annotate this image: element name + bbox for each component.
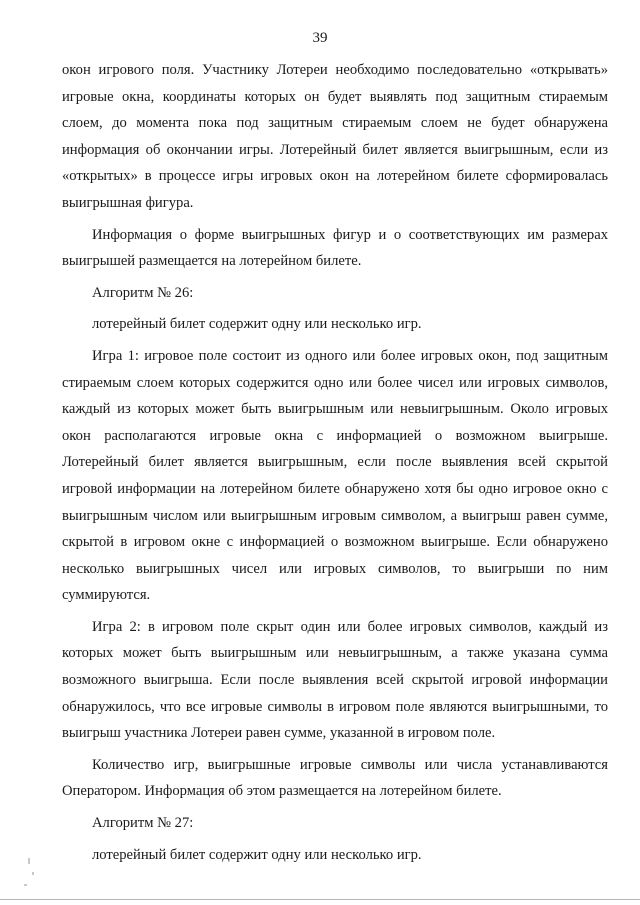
paragraph-game-2: Игра 2: в игровом поле скрыт один или более игровых символов, каждый из которых может быть выигрышным или невыигрышным, а также указана сумма возможного выигрыша. Если после выявления всей скрытой игровой информации обнаружилось, что все игровые символы в игровом поле являются выигрышными, то выигрыш участника Лотереи равен сумме, указанной в игровом поле. [62, 618, 608, 742]
scan-artifact [24, 884, 27, 886]
paragraph-algorithm-26-intro: лотерейный билет содержит одну или несколько игр. [92, 316, 422, 333]
heading-algorithm-26: Алгоритм № 26: [92, 284, 194, 301]
scan-artifact [32, 872, 34, 875]
paragraph-game-1: Игра 1: игровое поле состоит из одного или более игровых окон, под защитным стираемым слоем которых содержится одно или более чисел или игровых символов, каждый из которых может быть выигрышным или невыигрышным. Около игровых окон располагаются игровые окна с информацией о возможном выигрыше. Лотерейный билет является выигрышным, если после выявления всей скрытой игровой информации на лотерейном билете обнаружено хотя бы одно игровое окно с выигрышным числом или выигрышным игровым символом, а выигрыш равен сумме, скрытой в игровом окне с информацией о возможном выигрыше. Если обнаружено несколько выигрышных чисел или игровых символов, то выигрыши по ним суммируются. [62, 347, 608, 604]
paragraph-winnings-info: Информация о форме выигрышных фигур и о соответствующих им размерах выигрышей размещается на лотерейном билете. [62, 226, 608, 270]
document-body [62, 57, 608, 868]
paragraph-continuation: окон игрового поля. Участнику Лотереи необходимо последовательно «открывать» игровые окна, координаты которых он будет выявлять под защитным стираемым слоем, до момента пока под защитным стираемым слоем не будет обнаружена информация об окончании игры. Лотерейный билет является выигрышным, если из «открытых» в процессе игры игровых окон на лотерейном билете сформировалась выигрышная фигура. [62, 62, 608, 211]
page-number: 39 [312, 30, 328, 46]
heading-algorithm-27: Алгоритм № 27: [92, 815, 194, 832]
paragraph-algorithm-27-intro: лотерейный билет содержит одну или несколько игр. [92, 846, 422, 863]
scan-edge-line [0, 899, 640, 900]
paragraph-game-count: Количество игр, выигрышные игровые символы или числа устанавливаются Оператором. Информация об этом размещается на лотерейном билете. [62, 756, 608, 800]
scan-artifact [28, 858, 30, 864]
